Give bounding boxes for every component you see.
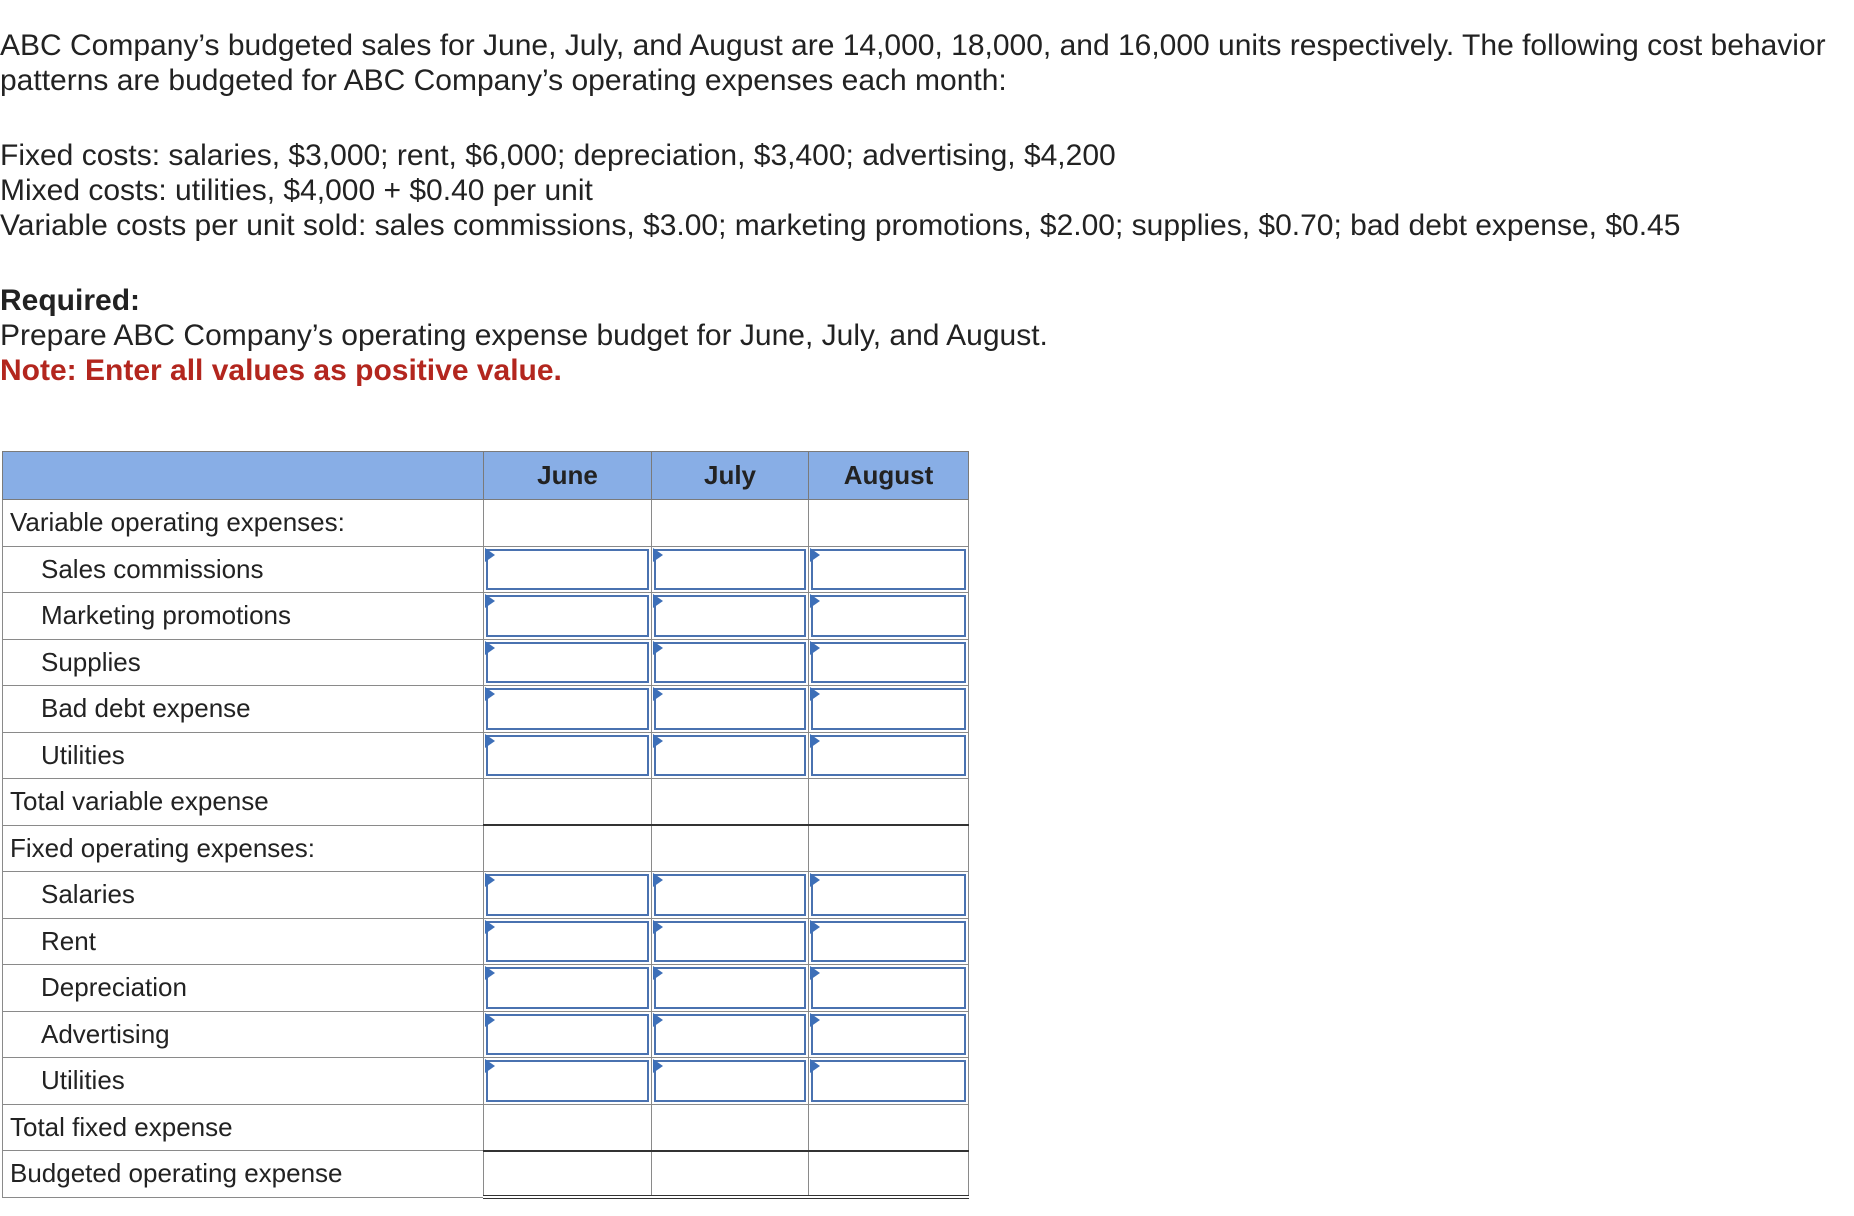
advertising-july-input[interactable] — [652, 1011, 809, 1058]
table-row — [3, 779, 969, 826]
row-label-rent: Rent — [3, 918, 484, 965]
utilities-variable-june-input[interactable] — [484, 732, 652, 779]
row-label-fixed-header: Fixed operating expenses: — [3, 825, 484, 872]
cell-marker-icon — [653, 548, 663, 562]
cell-marker-icon — [485, 966, 495, 980]
sales-commissions-august-input[interactable] — [809, 546, 969, 593]
cell-marker-icon — [653, 920, 663, 934]
rent-august-input[interactable] — [809, 918, 969, 965]
cell-marker-icon — [810, 687, 820, 701]
operating-expense-budget-table — [2, 451, 969, 1199]
sales-commissions-june-input[interactable] — [484, 546, 652, 593]
budgeted-july-cell — [652, 1151, 809, 1198]
row-label-salaries: Salaries — [3, 872, 484, 919]
cell-marker-icon — [810, 966, 820, 980]
utilities-variable-august-input[interactable] — [809, 732, 969, 779]
cell-marker-icon — [810, 548, 820, 562]
cell-marker-icon — [653, 734, 663, 748]
cell-marker-icon — [810, 1013, 820, 1027]
salaries-june-input[interactable] — [484, 872, 652, 919]
table-header-row — [3, 452, 969, 500]
required-text: Prepare ABC Company’s operating expense budget for June, July, and August. — [0, 319, 1048, 352]
cell-marker-icon — [810, 594, 820, 608]
cell-marker-icon — [485, 594, 495, 608]
table-row — [3, 1104, 969, 1151]
depreciation-june-input[interactable] — [484, 965, 652, 1012]
table-row — [3, 500, 969, 547]
cell-marker-icon — [485, 873, 495, 887]
supplies-august-input[interactable] — [809, 639, 969, 686]
utilities-variable-july-input[interactable] — [652, 732, 809, 779]
sales-commissions-july-input[interactable] — [652, 546, 809, 593]
cell-marker-icon — [485, 920, 495, 934]
advertising-june-input[interactable] — [484, 1011, 652, 1058]
depreciation-august-input[interactable] — [809, 965, 969, 1012]
cell-marker-icon — [485, 641, 495, 655]
table-row — [3, 1011, 969, 1058]
cell-marker-icon — [485, 548, 495, 562]
advertising-august-input[interactable] — [809, 1011, 969, 1058]
table-row — [3, 732, 969, 779]
row-label-depreciation: Depreciation — [3, 965, 484, 1012]
total-fixed-july-cell — [652, 1104, 809, 1151]
row-label-budgeted: Budgeted operating expense — [3, 1151, 484, 1198]
rent-june-input[interactable] — [484, 918, 652, 965]
table-row — [3, 546, 969, 593]
cell-marker-icon — [810, 1059, 820, 1073]
problem-statement — [0, 28, 1840, 388]
cell-marker-icon — [485, 734, 495, 748]
budgeted-august-cell — [809, 1151, 969, 1198]
cell-marker-icon — [653, 873, 663, 887]
table-row — [3, 872, 969, 919]
cell-marker-icon — [653, 1013, 663, 1027]
total-variable-august-cell — [809, 779, 969, 826]
total-fixed-august-cell — [809, 1104, 969, 1151]
table-row — [3, 1151, 969, 1198]
table-row — [3, 686, 969, 733]
table-row — [3, 639, 969, 686]
cell-marker-icon — [810, 920, 820, 934]
supplies-june-input[interactable] — [484, 639, 652, 686]
cell-marker-icon — [810, 641, 820, 655]
cell-marker-icon — [653, 641, 663, 655]
total-variable-july-cell — [652, 779, 809, 826]
cell-marker-icon — [653, 1059, 663, 1073]
row-label-utilities-variable: Utilities — [3, 732, 484, 779]
bad-debt-july-input[interactable] — [652, 686, 809, 733]
column-header-june: June — [484, 452, 652, 500]
utilities-fixed-august-input[interactable] — [809, 1058, 969, 1105]
row-label-bad-debt: Bad debt expense — [3, 686, 484, 733]
note-text: Note: Enter all values as positive value. — [0, 354, 562, 387]
rent-july-input[interactable] — [652, 918, 809, 965]
total-variable-june-cell — [484, 779, 652, 826]
header-label-cell — [3, 452, 484, 500]
table-row — [3, 1058, 969, 1105]
bad-debt-june-input[interactable] — [484, 686, 652, 733]
row-label-sales-commissions: Sales commissions — [3, 546, 484, 593]
row-label-advertising: Advertising — [3, 1011, 484, 1058]
row-label-utilities-fixed: Utilities — [3, 1058, 484, 1105]
column-header-july: July — [652, 452, 809, 500]
row-label-total-variable: Total variable expense — [3, 779, 484, 826]
row-label-supplies: Supplies — [3, 639, 484, 686]
table-row — [3, 918, 969, 965]
table-row — [3, 825, 969, 872]
cell-marker-icon — [485, 1059, 495, 1073]
row-label-marketing-promotions: Marketing promotions — [3, 593, 484, 640]
depreciation-july-input[interactable] — [652, 965, 809, 1012]
cell-marker-icon — [810, 873, 820, 887]
utilities-fixed-july-input[interactable] — [652, 1058, 809, 1105]
cell-marker-icon — [810, 734, 820, 748]
cell-marker-icon — [653, 594, 663, 608]
salaries-july-input[interactable] — [652, 872, 809, 919]
cell-marker-icon — [653, 687, 663, 701]
marketing-promotions-june-input[interactable] — [484, 593, 652, 640]
intro-text: ABC Company’s budgeted sales for June, July, and August are 14,000, 18,000, and 16,000 units respectively. The following cost behavior patterns are budgeted for ABC Company’s operating expenses each month: — [0, 29, 1826, 97]
cell-marker-icon — [485, 687, 495, 701]
mixed-costs-text: Mixed costs: utilities, $4,000 + $0.40 per unit — [0, 174, 593, 207]
table-row — [3, 965, 969, 1012]
salaries-august-input[interactable] — [809, 872, 969, 919]
cell-marker-icon — [653, 966, 663, 980]
row-label-total-fixed: Total fixed expense — [3, 1104, 484, 1151]
total-fixed-june-cell — [484, 1104, 652, 1151]
budgeted-june-cell — [484, 1151, 652, 1198]
marketing-promotions-july-input[interactable] — [652, 593, 809, 640]
fixed-costs-text: Fixed costs: salaries, $3,000; rent, $6,000; depreciation, $3,400; advertising, $4,200 — [0, 139, 1116, 172]
supplies-july-input[interactable] — [652, 639, 809, 686]
required-heading: Required: — [0, 284, 141, 317]
bad-debt-august-input[interactable] — [809, 686, 969, 733]
table-row — [3, 593, 969, 640]
cell-marker-icon — [485, 1013, 495, 1027]
marketing-promotions-august-input[interactable] — [809, 593, 969, 640]
row-label-variable-header: Variable operating expenses: — [3, 500, 484, 547]
variable-costs-text: Variable costs per unit sold: sales commissions, $3.00; marketing promotions, $2.00; supplies, $0.70; bad debt expense, $0.45 — [0, 209, 1681, 242]
column-header-august: August — [809, 452, 969, 500]
utilities-fixed-june-input[interactable] — [484, 1058, 652, 1105]
